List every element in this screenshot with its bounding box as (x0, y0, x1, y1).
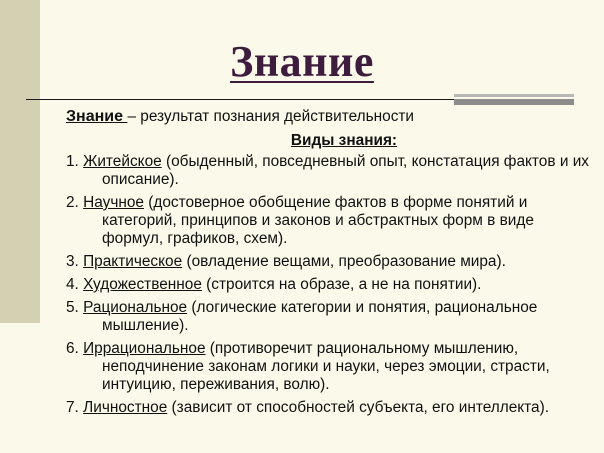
item-number: 6. (66, 340, 84, 357)
item-number: 1. (66, 153, 84, 170)
item-name: Практическое (83, 253, 183, 270)
title-divider-line (26, 99, 454, 100)
slide-content (66, 108, 592, 422)
item-description: (противоречит рациональному мышлению, неподчинение законам логики и науки, через эмоции, страсти, интуицию, переживания, волю). (102, 340, 550, 393)
title-divider-bar (454, 94, 574, 105)
item-name: Рациональное (83, 299, 188, 316)
item-name: Научное (83, 194, 144, 211)
item-number: 3. (66, 253, 84, 270)
list-item (66, 194, 592, 248)
list-item (66, 299, 592, 335)
definition-term: Знание (66, 108, 128, 125)
list-item (66, 153, 592, 189)
item-number: 5. (66, 299, 84, 316)
item-number: 2. (66, 194, 84, 211)
definition (66, 108, 592, 126)
list-item (66, 253, 592, 271)
item-description: (достоверное обобщение фактов в форме понятий и категорий, принципов и законов и абстрактных форм в виде формул, графиков, схем). (102, 194, 534, 247)
list-item (66, 340, 592, 394)
section-subtitle: Виды знания: (290, 132, 398, 149)
item-name: Личностное (83, 399, 168, 416)
item-number: 7. (66, 399, 84, 416)
item-name: Житейское (83, 153, 162, 170)
item-description: (зависит от способностей субъекта, его интеллекта). (167, 399, 550, 416)
slide-title: Знание (230, 37, 374, 86)
item-description: (обыденный, повседневный опыт, констатация фактов и их описание). (102, 153, 589, 188)
item-number: 4. (66, 276, 84, 293)
item-name: Художественное (83, 276, 202, 293)
left-band-gap (0, 323, 40, 453)
item-description: (строится на образе, а не на понятии). (201, 276, 482, 293)
item-name: Иррациональное (83, 340, 206, 357)
item-description: (логические категории и понятия, рациональное мышление). (102, 299, 538, 334)
list-item (66, 399, 592, 417)
definition-text: – результат познания действительности (127, 108, 415, 125)
item-description: (овладение вещами, преобразование мира). (182, 253, 506, 270)
list-item (66, 276, 592, 294)
